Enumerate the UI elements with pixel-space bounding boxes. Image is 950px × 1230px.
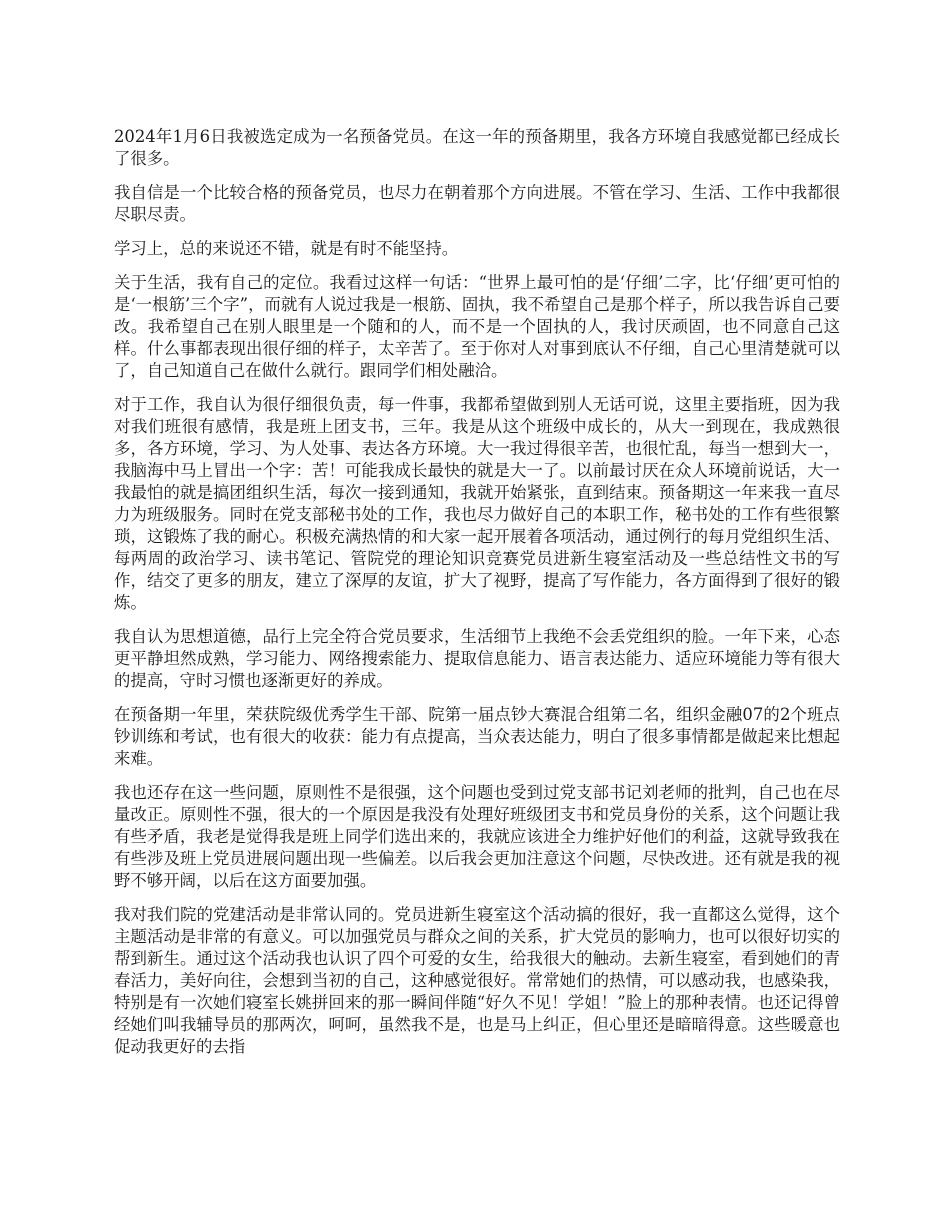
paragraph-1: 2024年1月6日我被选定成为一名预备党员。在这一年的预备期里，我各方环境自我感觉都已经成长了很多。 <box>114 127 840 168</box>
paragraph-5: 对于工作，我自认为很仔细很负责，每一件事，我都希望做到别人无话可说，这里主要指班，因为我对我们班很有感情，我是班上团支书，三年。我是从这个班级中成长的，从大一到现在，我成熟很多，各方环境，学习、为人处事、表达各方环境。大一我过得很辛苦，也很忙乱，每当一想到大一，我脑海中马上冒出一个字：苦！可能我成长最快的就是大一了。以前最讨厌在众人环境前说话，大一我最怕的就是搞团组织生活，每次一接到通知，我就开始紧张，直到结束。预备期这一年来我一直尽力为班级服务。同时在党支部秘书处的工作，我也尽力做好自己的本职工作，秘书处的工作有些很繁琐，这锻炼了我的耐心。积极充满热情的和大家一起开展着各项活动，通过例行的每月党组织生活、每两周的政治学习、读书笔记、管院党的理论知识竞赛党员进新生寝室活动及一些总结性文书的写作，结交了更多的朋友，建立了深厚的友谊，扩大了视野，提高了写作能力，各方面得到了很好的锻炼。 <box>114 395 840 612</box>
paragraph-8: 我也还存在这一些问题，原则性不是很强，这个问题也受到过党支部书记刘老师的批判，自己也在尽量改正。原则性不强，很大的一个原因是我没有处理好班级团支书和党员身份的关系，这个问题让我有些矛盾，我老是觉得我是班上同学们选出来的，我就应该进全力维护好他们的利益，这就导致我在有些涉及班上党员进展问题出现一些偏差。以后我会更加注意这个问题，尽快改进。还有就是我的视野不够开阔，以后在这方面要加强。 <box>114 783 840 890</box>
paragraph-6: 我自认为思想道德，品行上完全符合党员要求，生活细节上我绝不会丢党组织的脸。一年下来，心态更平静坦然成熟，学习能力、网络搜索能力、提取信息能力、语言表达能力、适应环境能力等有很大的提高，守时习惯也逐渐更好的养成。 <box>114 627 840 690</box>
paragraph-4: 关于生活，我有自己的定位。我看过这样一句话：“世界上最可怕的是‘仔细’二字，比‘仔细’更可怕的是‘一根筋’三个字”，而就有人说过我是一根筋、固执，我不希望自己是那个样子，所以我告诉自己要改。我希望自己在别人眼里是一个随和的人，而不是一个固执的人，我讨厌顽固，也不同意自己这样。什么事都表现出很仔细的样子，太辛苦了。至于你对人对事到底认不仔细，自己心里清楚就可以了，自己知道自己在做什么就行。跟同学们相处融洽。 <box>114 273 840 380</box>
document-body <box>114 126 840 1070</box>
paragraph-3: 学习上，总的来说还不错，就是有时不能坚持。 <box>114 239 459 258</box>
paragraph-9: 我对我们院的党建活动是非常认同的。党员进新生寝室这个活动搞的很好，我一直都这么觉得，这个主题活动是非常的有意义。可以加强党员与群众之间的关系，扩大党员的影响力，也可以很好切实的帮到新生。通过这个活动我也认识了四个可爱的女生，给我很大的触动。去新生寝室，看到她们的青春活力，美好向往，会想到当初的自己，这种感觉很好。常常她们的热情，可以感动我，也感染我，特别是有一次她们寝室长姚拼回来的那一瞬间伴随“好久不见！学姐！”脸上的那种表情。也还记得曾经她们叫我辅导员的那两次，呵呵，虽然我不是，也是马上纠正，但心里还是暗暗得意。这些暖意也促动我更好的去指 <box>114 905 840 1056</box>
paragraph-2: 我自信是一个比较合格的预备党员，也尽力在朝着那个方向进展。不管在学习、生活、工作中我都很尽职尽责。 <box>114 183 840 224</box>
paragraph-7: 在预备期一年里，荣获院级优秀学生干部、院第一届点钞大赛混合组第二名，组织金融07的2个班点钞训练和考试，也有很大的收获：能力有点提高，当众表达能力，明白了很多事情都是做起来比想起来难。 <box>114 705 840 768</box>
